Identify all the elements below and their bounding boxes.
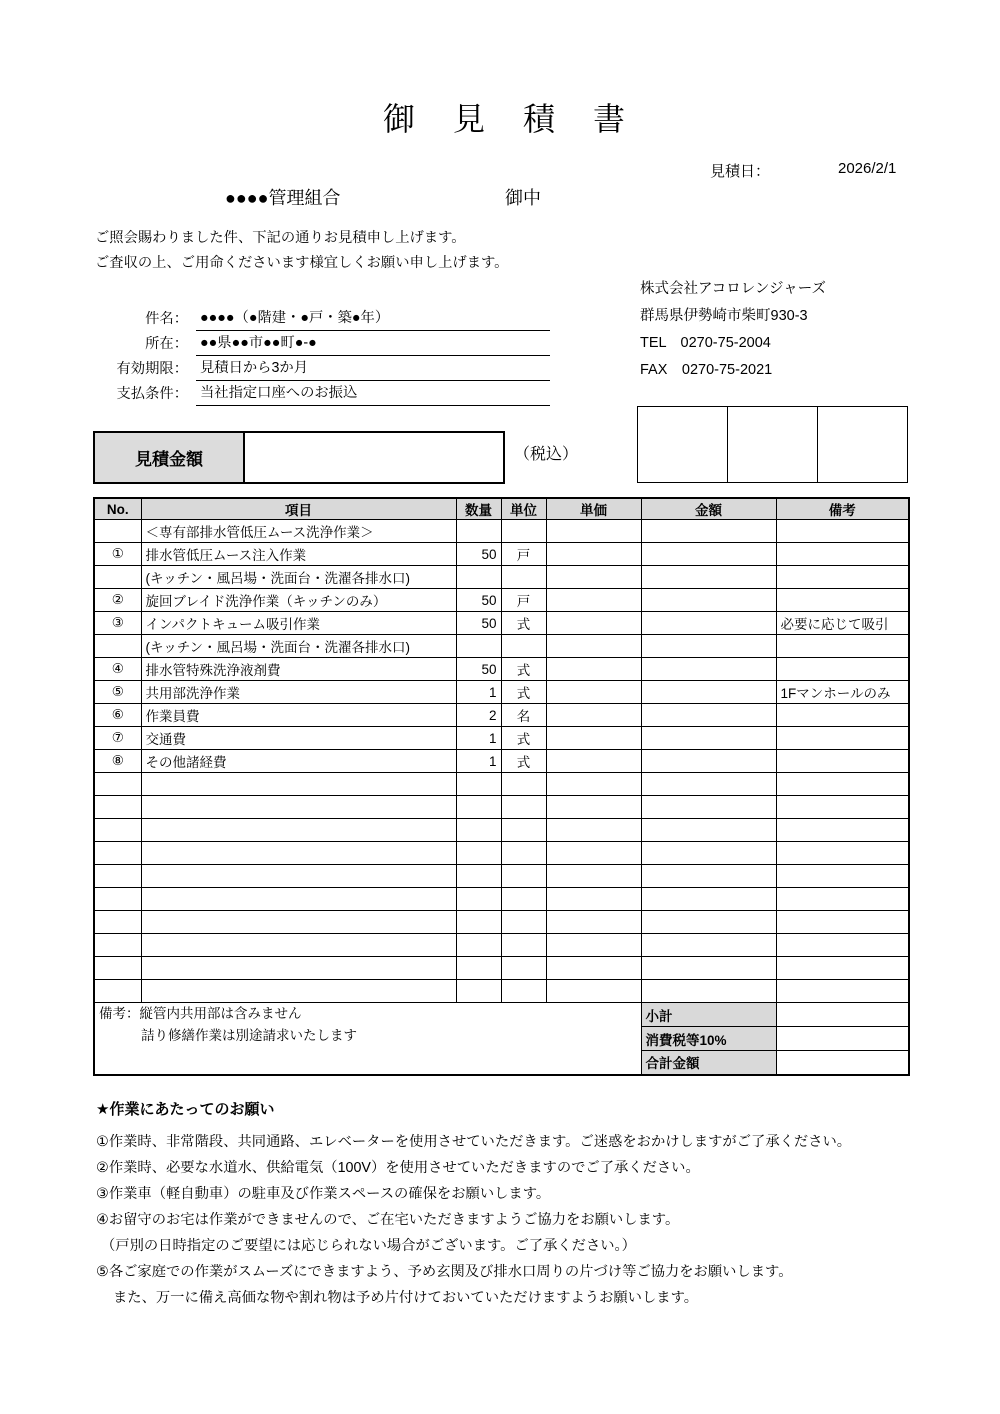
cell-note: 必要に応じて吸引: [776, 612, 909, 635]
cell-note: [776, 980, 909, 1003]
cell-unit: [501, 520, 546, 543]
table-row: [94, 635, 909, 658]
field-label: 件名：: [145, 311, 188, 327]
cell-unit: [501, 980, 546, 1003]
cell-unit-price: [546, 589, 641, 612]
cell-no: [94, 842, 141, 865]
col-header-0: No.: [94, 498, 141, 520]
table-row: [94, 520, 909, 543]
estimate-amount-box: [93, 431, 505, 484]
cell-qty: [456, 888, 501, 911]
cell-amount: [641, 635, 776, 658]
remarks-line-2: 詰り修繕作業は別途請求いたします: [141, 1028, 357, 1043]
cell-unit: 式: [501, 658, 546, 681]
cell-qty: [456, 957, 501, 980]
cell-item: インパクトキューム吸引作業: [141, 612, 456, 635]
cell-amount: [641, 865, 776, 888]
cell-amount: [641, 750, 776, 773]
table-empty-row: [94, 796, 909, 819]
cell-unit-price: [546, 911, 641, 934]
cell-unit: 式: [501, 612, 546, 635]
note-line-1: ①作業時、非常階段、共同通路、エレベーターを使用させていただきます。ご迷惑をおかけしますがご了承ください。: [96, 1134, 852, 1150]
remarks-line-1: 備考：縦管内共用部は含みません: [99, 1006, 302, 1021]
cell-no: ①: [94, 543, 141, 566]
cell-qty: [456, 911, 501, 934]
field-row: [95, 381, 550, 406]
work-notes-section: [96, 1098, 956, 1311]
cell-unit-price: [546, 681, 641, 704]
field-row: [95, 306, 550, 331]
cell-unit-price: [546, 865, 641, 888]
cell-qty: [456, 566, 501, 589]
cell-unit-price: [546, 727, 641, 750]
cell-unit-price: [546, 957, 641, 980]
cell-amount: [641, 842, 776, 865]
cell-item: (キッチン・風呂場・洗面台・洗濯各排水口): [141, 635, 456, 658]
cell-item: [141, 934, 456, 957]
cell-unit-price: [546, 773, 641, 796]
field-value: ●●県●●市●●町●-●: [196, 332, 550, 356]
cell-note: [776, 957, 909, 980]
table-row: [94, 750, 909, 773]
table-row: [94, 566, 909, 589]
cell-note: 1Fマンホールのみ: [776, 681, 909, 704]
cell-amount: [641, 543, 776, 566]
cell-item: 排水管特殊洗浄液剤費: [141, 658, 456, 681]
cell-unit-price: [546, 934, 641, 957]
cell-item: [141, 888, 456, 911]
cell-amount: [641, 911, 776, 934]
estimate-amount-label: 見積金額: [95, 433, 245, 482]
cell-note: [776, 750, 909, 773]
cell-note: [776, 888, 909, 911]
table-empty-row: [94, 911, 909, 934]
total-label-1: 消費税等10%: [641, 1027, 776, 1051]
cell-unit: 戸: [501, 589, 546, 612]
col-header-2: 数量: [456, 498, 501, 520]
cell-amount: [641, 727, 776, 750]
cell-unit: 名: [501, 704, 546, 727]
greeting-line-1: ご照会賜わりました件、下記の通りお見積申し上げます。: [95, 230, 466, 246]
cell-item: [141, 819, 456, 842]
approval-stamp-box: [637, 406, 908, 483]
company-block: [640, 276, 826, 384]
cell-note: [776, 727, 909, 750]
cell-amount: [641, 796, 776, 819]
table-row: [94, 681, 909, 704]
table-row: [94, 543, 909, 566]
cell-unit: [501, 911, 546, 934]
cell-qty: 1: [456, 727, 501, 750]
cell-unit: [501, 865, 546, 888]
note-line-3: ③作業車（軽自動車）の駐車及び作業スペースの確保をお願いします。: [96, 1186, 551, 1202]
table-footer: [94, 1003, 909, 1075]
total-value-0: [776, 1003, 909, 1027]
cell-unit: 戸: [501, 543, 546, 566]
cell-no: [94, 796, 141, 819]
cell-no: ⑦: [94, 727, 141, 750]
cell-unit-price: [546, 750, 641, 773]
cell-qty: [456, 934, 501, 957]
cell-no: [94, 934, 141, 957]
cell-no: ⑧: [94, 750, 141, 773]
estimate-table: [93, 497, 910, 1076]
col-header-4: 単価: [546, 498, 641, 520]
table-header: [94, 498, 909, 520]
field-value: 見積日から3か月: [196, 357, 550, 381]
stamp-cell-1: [638, 407, 728, 482]
cell-item: 旋回ブレイド洗浄作業（キッチンのみ）: [141, 589, 456, 612]
cell-note: [776, 543, 909, 566]
cell-no: [94, 888, 141, 911]
cell-no: [94, 865, 141, 888]
cell-item: [141, 796, 456, 819]
note-line-2: ②作業時、必要な水道水、供給電気（100V）を使用させていただきますのでご了承ください。: [96, 1160, 700, 1176]
fields: [95, 306, 550, 406]
cell-qty: 50: [456, 589, 501, 612]
note-line-4: ④お留守のお宅は作業ができませんので、ご在宅いただきますようご協力をお願いします。: [96, 1212, 680, 1228]
table-row: [94, 658, 909, 681]
cell-unit-price: [546, 980, 641, 1003]
estimate-date-label: 見積日：: [710, 163, 771, 180]
table-row: [94, 589, 909, 612]
estimate-amount-value: [245, 433, 503, 482]
cell-amount: [641, 658, 776, 681]
cell-note: [776, 704, 909, 727]
cell-qty: 2: [456, 704, 501, 727]
cell-no: [94, 819, 141, 842]
table-footer-row: [94, 1003, 909, 1027]
cell-qty: [456, 819, 501, 842]
total-label-0: 小計: [641, 1003, 776, 1027]
cell-item: [141, 957, 456, 980]
greeting-block: [95, 226, 508, 276]
cell-amount: [641, 934, 776, 957]
cell-qty: [456, 520, 501, 543]
cell-amount: [641, 888, 776, 911]
total-value-2: [776, 1051, 909, 1075]
cell-unit: [501, 635, 546, 658]
work-notes-heading: ★作業にあたってのお願い: [96, 1101, 275, 1118]
cell-no: [94, 773, 141, 796]
cell-item: [141, 980, 456, 1003]
cell-unit: [501, 566, 546, 589]
greeting-line-2: ご査収の上、ご用命くださいます様宜しくお願い申し上げます。: [95, 255, 509, 271]
table-empty-row: [94, 865, 909, 888]
cell-qty: 50: [456, 612, 501, 635]
cell-unit: 式: [501, 750, 546, 773]
table-empty-row: [94, 842, 909, 865]
cell-note: [776, 819, 909, 842]
field-row: [95, 331, 550, 356]
cell-item: その他諸経費: [141, 750, 456, 773]
cell-unit-price: [546, 888, 641, 911]
cell-amount: [641, 589, 776, 612]
cell-note: [776, 865, 909, 888]
remarks-cell: [94, 1003, 641, 1075]
cell-qty: 1: [456, 750, 501, 773]
cell-note: [776, 842, 909, 865]
stamp-cell-3: [818, 407, 907, 482]
cell-unit-price: [546, 796, 641, 819]
note-line-6: ⑤各ご家庭での作業がスムーズにできますよう、予め玄関及び排水口周りの片づけ等ご協力をお願いします。: [96, 1264, 793, 1280]
cell-no: [94, 980, 141, 1003]
tax-included-note: （税込）: [514, 446, 579, 463]
cell-amount: [641, 957, 776, 980]
cell-no: ⑥: [94, 704, 141, 727]
table-empty-row: [94, 888, 909, 911]
cell-note: [776, 911, 909, 934]
col-header-1: 項目: [141, 498, 456, 520]
cell-qty: [456, 865, 501, 888]
cell-item: 交通費: [141, 727, 456, 750]
cell-qty: [456, 796, 501, 819]
field-label: 有効期限：: [116, 361, 188, 377]
cell-unit-price: [546, 566, 641, 589]
cell-unit: [501, 819, 546, 842]
table-row: [94, 727, 909, 750]
cell-item: (キッチン・風呂場・洗面台・洗濯各排水口): [141, 566, 456, 589]
field-row: [95, 356, 550, 381]
stamp-cell-2: [728, 407, 818, 482]
cell-item: [141, 773, 456, 796]
cell-unit: [501, 888, 546, 911]
cell-note: [776, 934, 909, 957]
company-address: 群馬県伊勢崎市柴町930-3: [640, 308, 808, 324]
cell-no: [94, 957, 141, 980]
cell-unit: [501, 796, 546, 819]
table-empty-row: [94, 934, 909, 957]
cell-no: [94, 566, 141, 589]
cell-qty: 50: [456, 658, 501, 681]
cell-item: 排水管低圧ムース注入作業: [141, 543, 456, 566]
cell-qty: [456, 842, 501, 865]
cell-no: ③: [94, 612, 141, 635]
cell-qty: 50: [456, 543, 501, 566]
cell-item: ＜専有部排水管低圧ムース洗浄作業＞: [141, 520, 456, 543]
cell-amount: [641, 704, 776, 727]
cell-qty: [456, 773, 501, 796]
table-empty-row: [94, 980, 909, 1003]
recipient-honorific: 御中: [505, 188, 541, 208]
cell-unit: [501, 934, 546, 957]
cell-no: ⑤: [94, 681, 141, 704]
cell-amount: [641, 980, 776, 1003]
cell-note: [776, 773, 909, 796]
cell-unit-price: [546, 543, 641, 566]
cell-unit-price: [546, 612, 641, 635]
estimate-date-value: 2026/2/1: [838, 160, 897, 177]
field-label: 所在：: [145, 336, 188, 352]
cell-item: [141, 842, 456, 865]
cell-unit-price: [546, 658, 641, 681]
cell-amount: [641, 681, 776, 704]
table-body: [94, 520, 909, 1003]
cell-amount: [641, 612, 776, 635]
cell-unit-price: [546, 819, 641, 842]
note-line-5: （戸別の日時指定のご要望には応じられない場合がございます。ご了承ください。）: [101, 1238, 636, 1254]
col-header-6: 備考: [776, 498, 909, 520]
field-value: 当社指定口座へのお振込: [196, 382, 550, 406]
cell-unit: 式: [501, 727, 546, 750]
cell-unit: 式: [501, 681, 546, 704]
cell-qty: 1: [456, 681, 501, 704]
company-name: 株式会社アコロレンジャーズ: [640, 281, 827, 297]
table-empty-row: [94, 819, 909, 842]
cell-amount: [641, 566, 776, 589]
cell-unit: [501, 773, 546, 796]
cell-note: [776, 658, 909, 681]
cell-qty: [456, 980, 501, 1003]
cell-note: [776, 566, 909, 589]
cell-unit-price: [546, 704, 641, 727]
total-label-2: 合計金額: [641, 1051, 776, 1075]
cell-note: [776, 635, 909, 658]
cell-amount: [641, 520, 776, 543]
cell-unit-price: [546, 842, 641, 865]
col-header-5: 金額: [641, 498, 776, 520]
table-row: [94, 612, 909, 635]
cell-item: 作業員費: [141, 704, 456, 727]
estimate-table-wrap: [93, 497, 910, 1076]
cell-qty: [456, 635, 501, 658]
cell-unit-price: [546, 635, 641, 658]
cell-no: ②: [94, 589, 141, 612]
cell-no: [94, 635, 141, 658]
cell-item: 共用部洗浄作業: [141, 681, 456, 704]
cell-unit: [501, 842, 546, 865]
recipient-name: ●●●●管理組合: [225, 188, 341, 208]
cell-no: [94, 520, 141, 543]
cell-item: [141, 865, 456, 888]
cell-unit: [501, 957, 546, 980]
cell-unit-price: [546, 520, 641, 543]
work-notes-lines: [96, 1129, 956, 1311]
table-empty-row: [94, 773, 909, 796]
cell-amount: [641, 819, 776, 842]
col-header-3: 単位: [501, 498, 546, 520]
cell-no: [94, 911, 141, 934]
company-fax: FAX 0270-75-2021: [640, 362, 773, 378]
field-value: ●●●●（●階建・●戸・築●年）: [196, 307, 550, 331]
cell-note: [776, 589, 909, 612]
cell-note: [776, 796, 909, 819]
cell-note: [776, 520, 909, 543]
cell-amount: [641, 773, 776, 796]
total-value-1: [776, 1027, 909, 1051]
table-empty-row: [94, 957, 909, 980]
company-tel: TEL 0270-75-2004: [640, 335, 771, 351]
page-title: 御見積書: [383, 101, 664, 137]
note-line-7: また、万一に備え高価な物や割れ物は予め片付けておいていただけますようお願いします。: [113, 1290, 699, 1306]
cell-no: ④: [94, 658, 141, 681]
field-label: 支払条件：: [116, 386, 188, 402]
table-row: [94, 704, 909, 727]
cell-item: [141, 911, 456, 934]
